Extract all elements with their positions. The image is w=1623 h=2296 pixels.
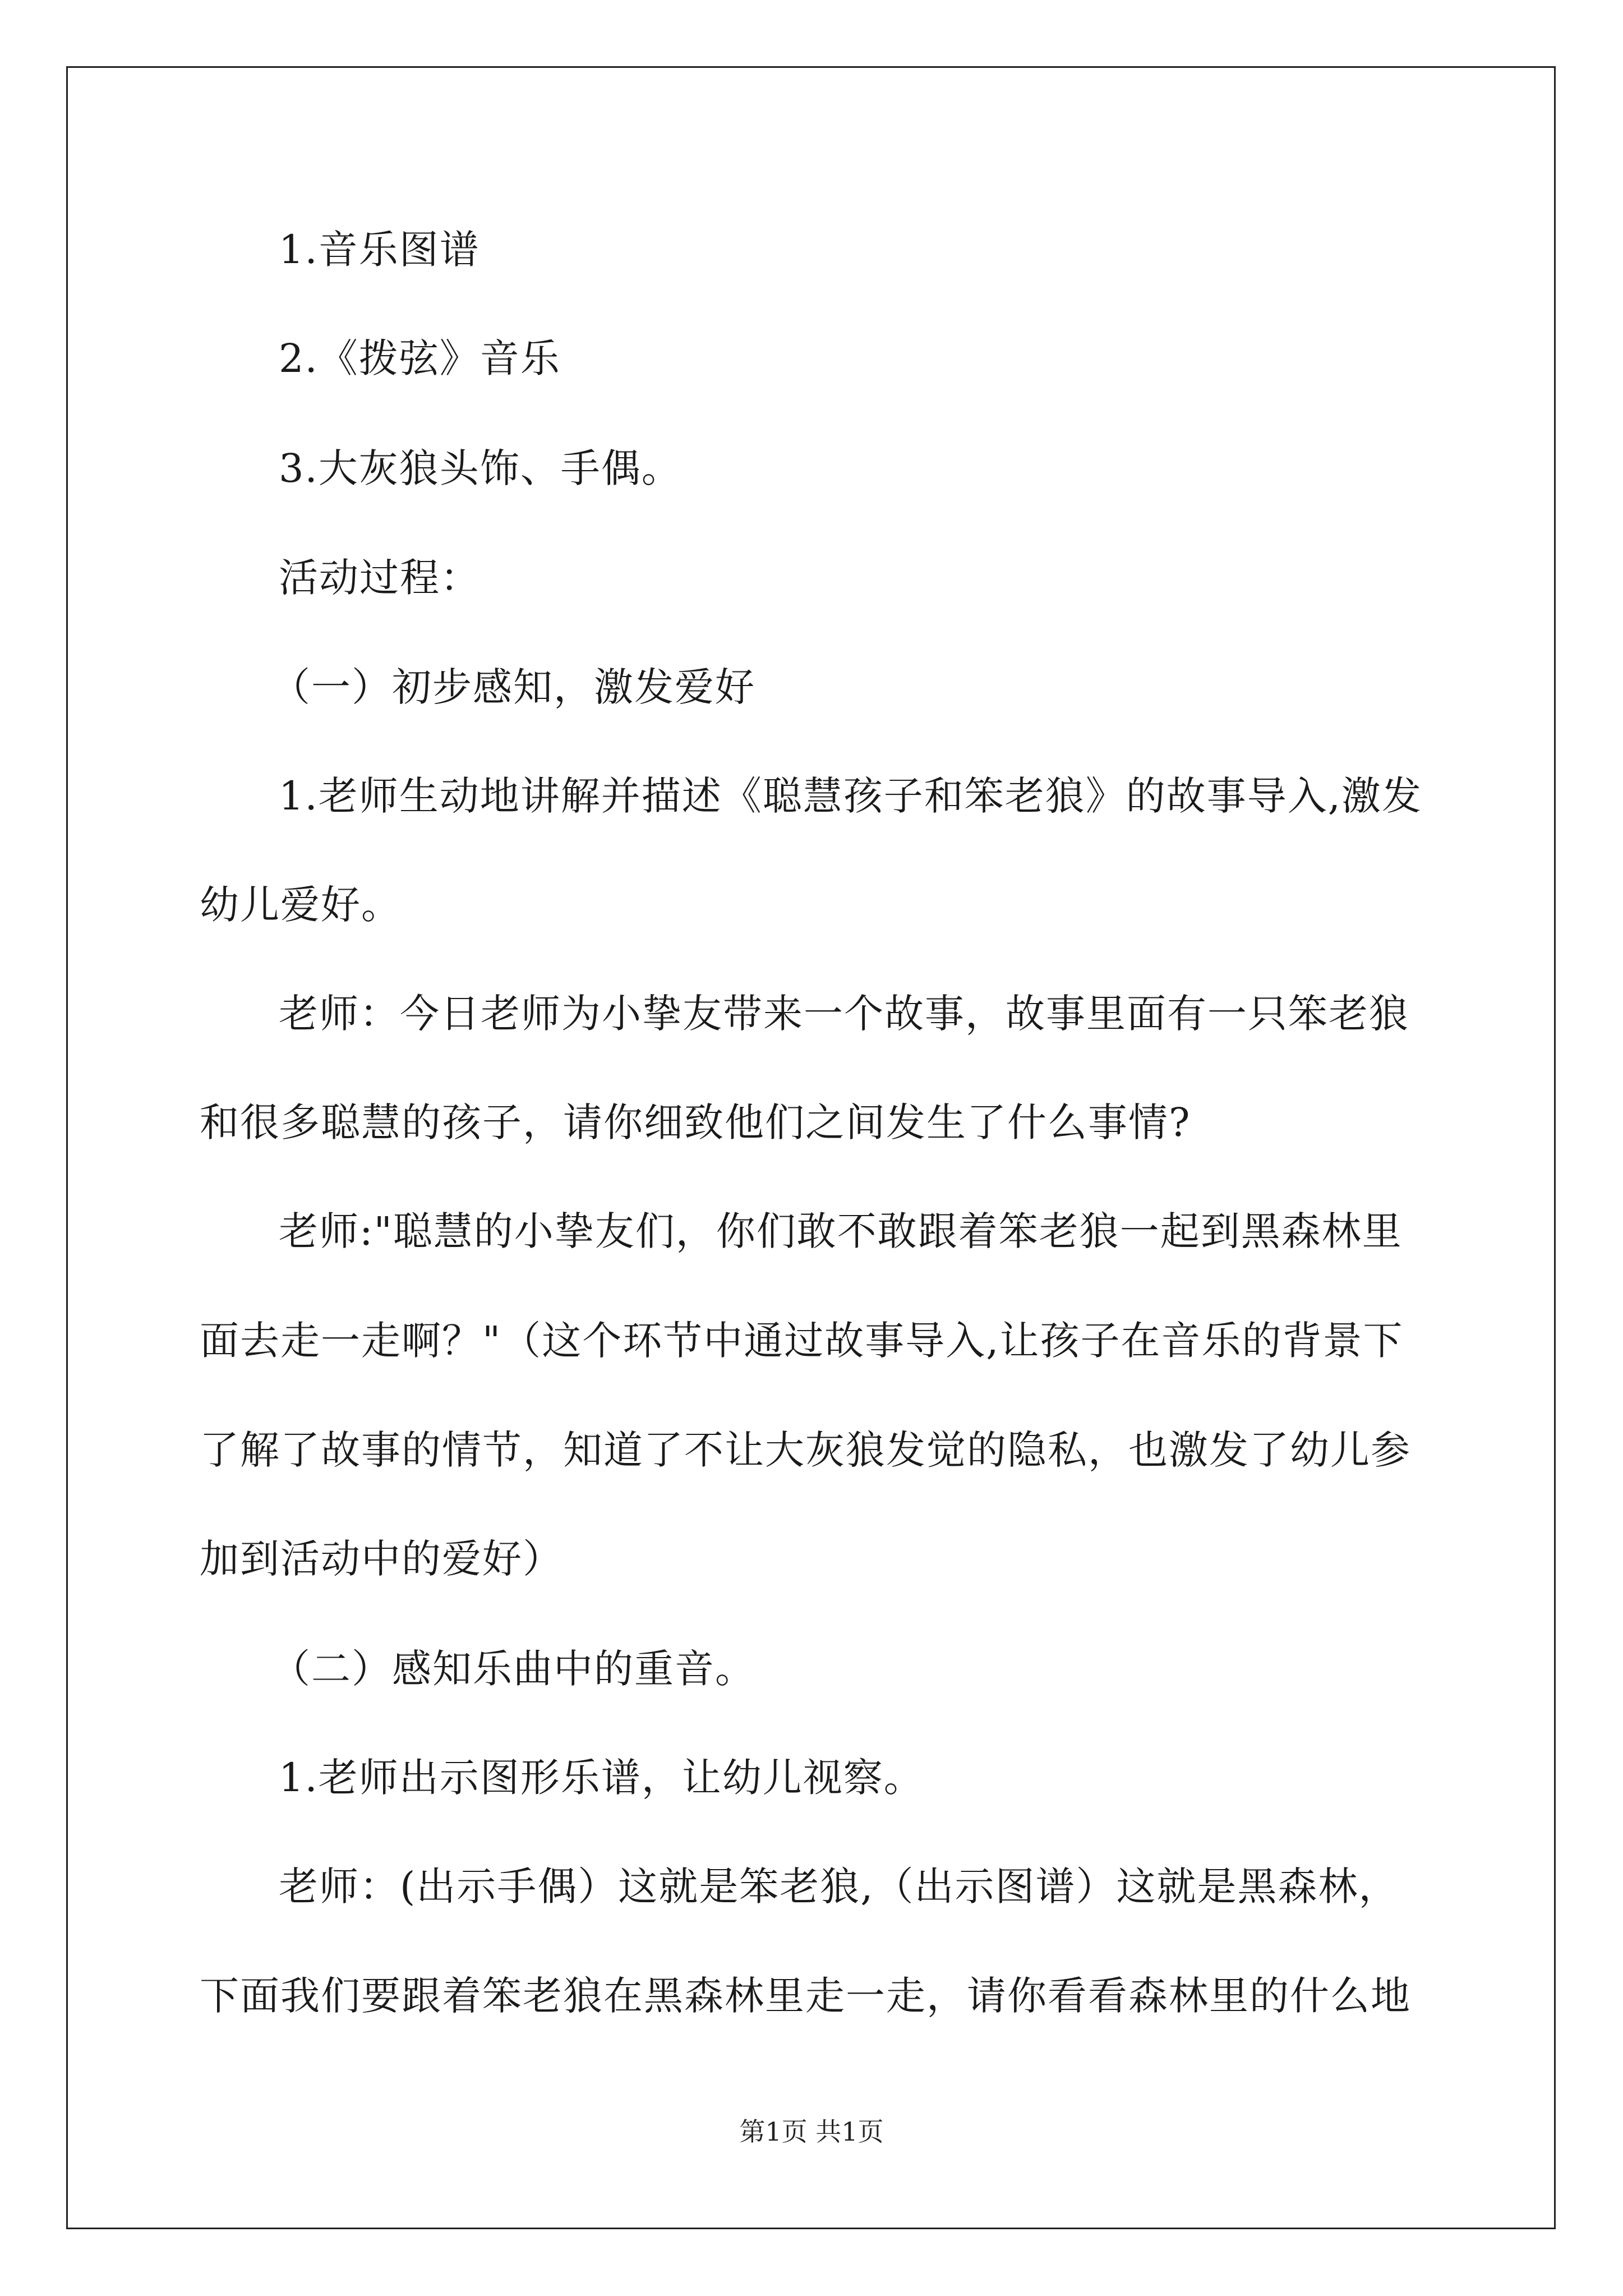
text-line: 了解了故事的情节，知道了不让大灰狼发觉的隐私，也激发了幼儿参 <box>200 1427 1411 1473</box>
text-line: 1.老师生动地讲解并描述《聪慧孩子和笨老狼》的故事导入,激发 <box>279 773 1423 819</box>
text-line: 老师：(出示手偶）这就是笨老狼,（出示图谱）这就是黑森林， <box>279 1864 1399 1910</box>
section-heading: 活动过程： <box>279 555 481 601</box>
section-heading: （一）初步感知，激发爱好 <box>271 664 755 710</box>
text-line: 1.音乐图谱 <box>279 227 480 273</box>
text-line: 和很多聪慧的孩子，请你细致他们之间发生了什么事情? <box>200 1099 1191 1145</box>
text-line: 下面我们要跟着笨老狼在黑森林里走一走，请你看看森林里的什么地 <box>200 1973 1411 2019</box>
text-line: 幼儿爱好。 <box>200 882 402 928</box>
section-heading: （二）感知乐曲中的重音。 <box>271 1646 755 1692</box>
text-line: 面去走一走啊？"（这个环节中通过故事导入,让孩子在音乐的背景下 <box>200 1318 1404 1364</box>
text-line: 2.《拨弦》音乐 <box>279 335 561 381</box>
text-line: 3.大灰狼头饰、手偶。 <box>279 445 682 491</box>
text-line: 1.老师出示图形乐谱，让幼儿视察。 <box>279 1755 924 1801</box>
text-line: 加到活动中的爱好） <box>200 1536 563 1582</box>
text-line: 老师：今日老师为小挚友带来一个故事，故事里面有一只笨老狼 <box>279 991 1409 1037</box>
text-line: 老师:"聪慧的小挚友们，你们敢不敢跟着笨老狼一起到黑森林里 <box>279 1208 1403 1254</box>
page-number-footer: 第1页 共1页 <box>739 2116 884 2147</box>
